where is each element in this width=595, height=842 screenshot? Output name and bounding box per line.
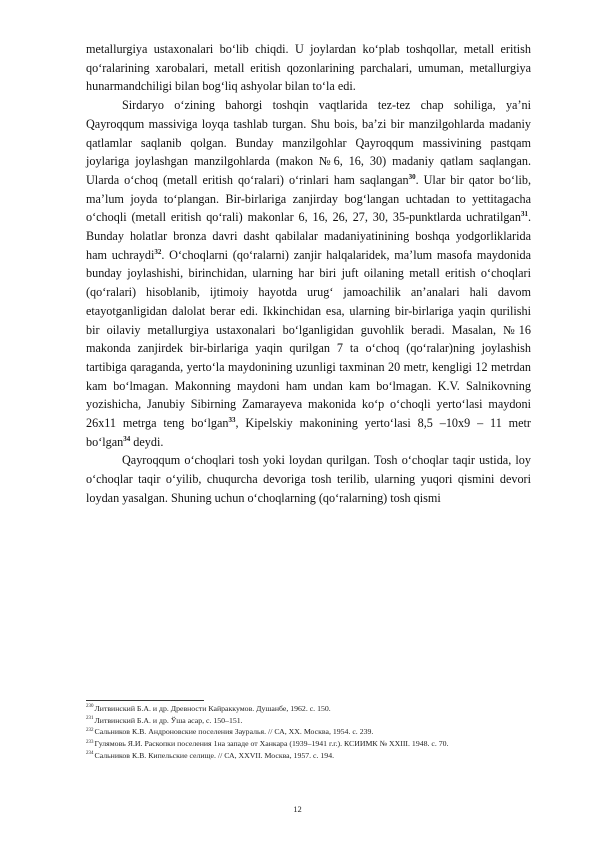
- footnote-item: [86, 750, 556, 762]
- paragraph-p1: [86, 40, 531, 96]
- text-run: Qayroqqum o‘choqlari tosh yoki loydan qurilgan. Tosh o‘choqlar taqir ustida, loy o‘choqlar taqir o‘yilib, chuqurcha devoriga tosh terilib, ularning yuqori qismini devori loydan yasalgan. Shuning uchun o‘choqlarning (qo‘ralarning) tosh qismi: [86, 453, 531, 505]
- footnote-number: 233: [86, 739, 94, 745]
- text-run: . Bunday holatlar bronza davri dasht qabilalar madaniyatinining boshqa yodgorliklarida ham uchraydi: [86, 210, 531, 262]
- text-run: . Ular bir qator bo‘lib, ma’lum joyda to‘plangan. Bir-birlariga zanjirday bog‘langan uchtadan to yettitagacha o‘choqli (metall eritish qo‘rali) makonlar 6, 16, 26, 27, 30, 35-punktlarda uchratilgan: [86, 172, 532, 225]
- main-text: [86, 40, 531, 508]
- paragraph-p3: [86, 451, 531, 507]
- footnote-item: [86, 715, 556, 727]
- text-run: metallurgiya ustaxonalari bo‘lib chiqdi. U joylardan ko‘plab toshqollar, metall eritish qo‘ralarining xarobalari, metall eritish qozonlarining parchalari, umuman, metallurgiya hunarmandchiligi bilan bog‘liq ashyolar bilan to‘la edi.: [86, 42, 531, 94]
- footnote-item: [86, 703, 556, 715]
- footnote-ref: 32: [154, 247, 162, 256]
- footnote-number: 230: [86, 704, 94, 710]
- footnotes: [86, 703, 556, 762]
- footnote-item: [86, 726, 556, 738]
- text-run: , Kipelskiy makonining yerto‘lasi 8,5 –10x9 – 11 metr bo‘lgan: [86, 416, 531, 449]
- footnote-item: [86, 738, 556, 750]
- text-run: deydi.: [130, 434, 164, 449]
- footnote-separator: [86, 700, 204, 701]
- footnote-ref: 34: [123, 434, 131, 443]
- footnote-text: Сальников К.В. Кипельские селище. // СА, XXVII. Москва, 1957. с. 194.: [94, 750, 335, 760]
- text-run: Sirdaryo o‘zining bahorgi toshqin vaqtlarida tez-tez chap sohiliga, ya’ni Qayroqqum massiviga loyqa tashlab turgan. Shu bois, ba’zi bir manzilgohlarda madaniy qatlamlar saqlanib qolgan. Bunday manzilgohlar Qayroqqum massivining pastqam joylariga joylashgan manzilgohlarda (makon №6, 16, 30) madaniy qatlam saqlangan. Ularda o‘choq (metall eritish qo‘ralari) o‘rinlari ham saqlangan: [86, 98, 531, 187]
- text-run: . O‘choqlarni (qo‘ralarni) zanjir halqalaridek, ma’lum masofa maydonida bunday joylashishi, birinchidan, ularning har biri juft oilaning metall eritish o‘choqlari (qo‘ralari) hisoblanib, ijtimoiy hayotda urug‘ jamoachilik an’analari hali davom etayotganligidan dalolat berar edi. Ikkinchidan esa, ularning bir-birlariga yaqin qurilishi bir oilaviy metallurgiya ustaxonalari bo‘lganligidan guvohlik beradi. Masalan, №16 makonda zanjirdek bir-birlariga yaqin qurilgan 7 ta o‘choq (qo‘ralar)ning joylashish tartibiga qaraganda, yerto‘la maydonining uzunligi taxminan 20 metr, kengligi 12 metrdan kam bo‘lmagan. Makonning maydoni ham undan kam bo‘lmagan. K.V. Salnikovning yozishicha, Janubiy Sibirning Zamarayeva makonida ko‘p o‘choqli yerto‘lasi maydoni 26x11 metrga teng bo‘lgan: [86, 247, 531, 431]
- paragraph-p2: [86, 96, 531, 451]
- footnote-number: 231: [86, 716, 94, 722]
- footnote-ref: 31: [520, 210, 528, 219]
- footnote-number: 232: [86, 727, 94, 733]
- footnote-ref: 33: [228, 416, 236, 424]
- footnote-text: Литвинский Б.А. и др. Древности Кайраккумов. Душанбе, 1962. с. 150.: [94, 704, 331, 713]
- page-number: 12: [293, 804, 302, 814]
- footnote-text: Сальников К.В. Андроновские поселения Зауралья. // СА, XX. Москва, 1954. с. 239.: [94, 727, 374, 737]
- footnote-number: 234: [86, 751, 94, 757]
- footnote-text: Литвинский Б.А. и др. Ўша асар, с. 150–151.: [94, 715, 243, 725]
- footnote-ref: 30: [408, 172, 416, 181]
- footnote-text: Гулямовь Я.И. Раскопки поселения 1на западе от Ханкара (1939–1941 г.г.). КСИИМК № XXIII. 1948. с. 70.: [94, 739, 449, 749]
